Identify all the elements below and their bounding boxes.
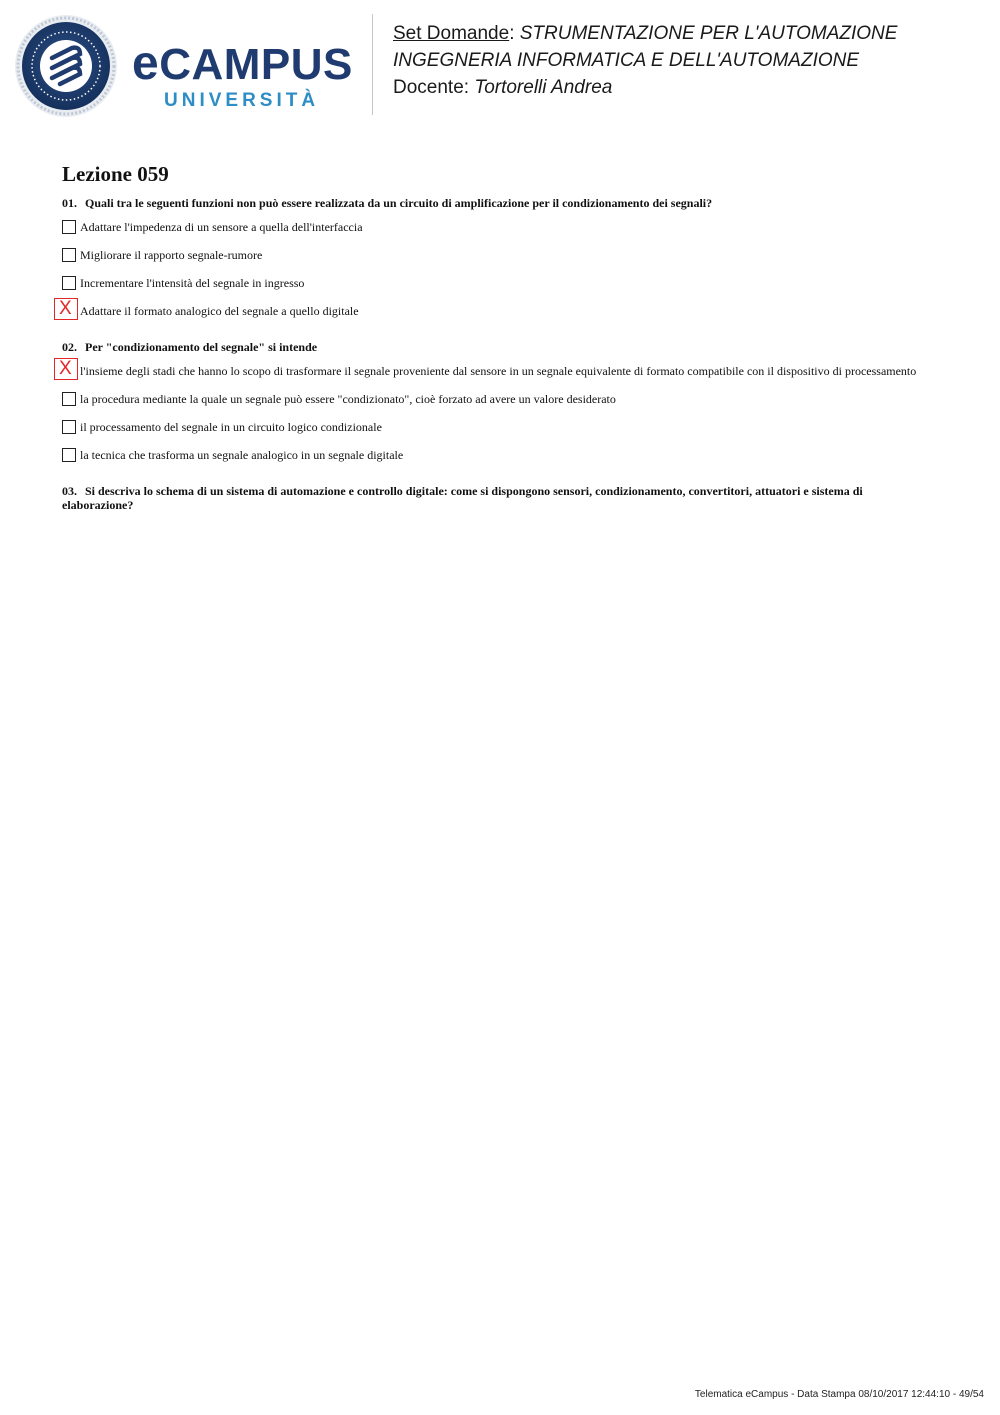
answer-text: il processamento del segnale in un circuito logico condizionale	[80, 420, 382, 434]
ecampus-logo	[14, 14, 359, 118]
page-footer: Telematica eCampus - Data Stampa 08/10/2017 12:44:10 - 49/54	[694, 1389, 984, 1400]
teacher-line	[393, 74, 983, 101]
question-02	[62, 340, 922, 464]
question-text: 01. Quali tra le seguenti funzioni non può essere realizzata da un circuito di amplificazione per il condizionamento dei segnali?	[62, 196, 713, 210]
set-separator: :	[509, 23, 515, 44]
question-03	[62, 484, 922, 512]
question-number: 02.	[62, 340, 77, 354]
answer-checkbox[interactable]	[62, 248, 76, 262]
answer-checkbox-checked[interactable]	[54, 358, 78, 380]
lesson-title: Lezione 059	[62, 162, 169, 186]
answer-checkbox[interactable]	[62, 276, 76, 290]
course-title-line	[393, 20, 983, 47]
answer-option[interactable]	[62, 364, 922, 380]
answer-option[interactable]	[62, 248, 922, 264]
answer-checkbox[interactable]	[62, 448, 76, 462]
logo-wordmark: eCAMPUS	[132, 37, 353, 90]
answer-option[interactable]	[62, 392, 922, 408]
teacher-name: Tortorelli Andrea	[474, 77, 613, 98]
answer-option[interactable]	[62, 420, 922, 436]
answer-text: la tecnica che trasforma un segnale analogico in un segnale digitale	[80, 448, 404, 462]
answer-checkbox[interactable]	[62, 220, 76, 234]
lesson-content	[62, 160, 922, 532]
question-text: 02. Per "condizionamento del segnale" si intende	[62, 340, 318, 354]
set-label: Set Domande	[393, 23, 510, 44]
answer-text: la procedura mediante la quale un segnale può essere "condizionato", cioè forzato ad avere un valore desiderato	[80, 392, 616, 406]
course-name: STRUMENTAZIONE PER L'AUTOMAZIONE	[519, 23, 898, 44]
university-seal-icon	[14, 14, 118, 118]
teacher-label: Docente:	[393, 77, 470, 98]
answer-text: l'insieme degli stadi che hanno lo scopo di trasformare il segnale proveniente dal sensore in un segnale equivalente di formato compatibile con il dispositivo di processamento	[80, 364, 917, 378]
answer-checkbox-checked[interactable]	[54, 298, 78, 320]
header-divider	[372, 14, 373, 115]
answer-option[interactable]	[62, 276, 922, 292]
page-header	[0, 0, 1000, 130]
answer-text: Incrementare l'intensità del segnale in ingresso	[80, 276, 305, 290]
answer-checkbox[interactable]	[62, 420, 76, 434]
answer-option[interactable]	[62, 304, 922, 320]
answer-text: Migliorare il rapporto segnale-rumore	[80, 248, 263, 262]
answer-checkbox[interactable]	[62, 392, 76, 406]
answer-option[interactable]	[62, 448, 922, 464]
course-info	[393, 20, 983, 101]
logo-subtitle: UNIVERSITÀ	[164, 90, 320, 111]
question-number: 01.	[62, 196, 77, 210]
answer-text: Adattare il formato analogico del segnale a quello digitale	[80, 304, 359, 318]
question-number: 03.	[62, 484, 77, 498]
course-program: INGEGNERIA INFORMATICA E DELL'AUTOMAZIONE	[393, 50, 860, 71]
question-text: 03. Si descriva lo schema di un sistema di automazione e controllo digitale: come si dispongono sensori, condizionamento, convertitori, attuatori e sistema di elaborazione?	[62, 484, 863, 512]
answer-option[interactable]	[62, 220, 922, 236]
question-01	[62, 196, 922, 320]
answer-text: Adattare l'impedenza di un sensore a quella dell'interfaccia	[80, 220, 363, 234]
